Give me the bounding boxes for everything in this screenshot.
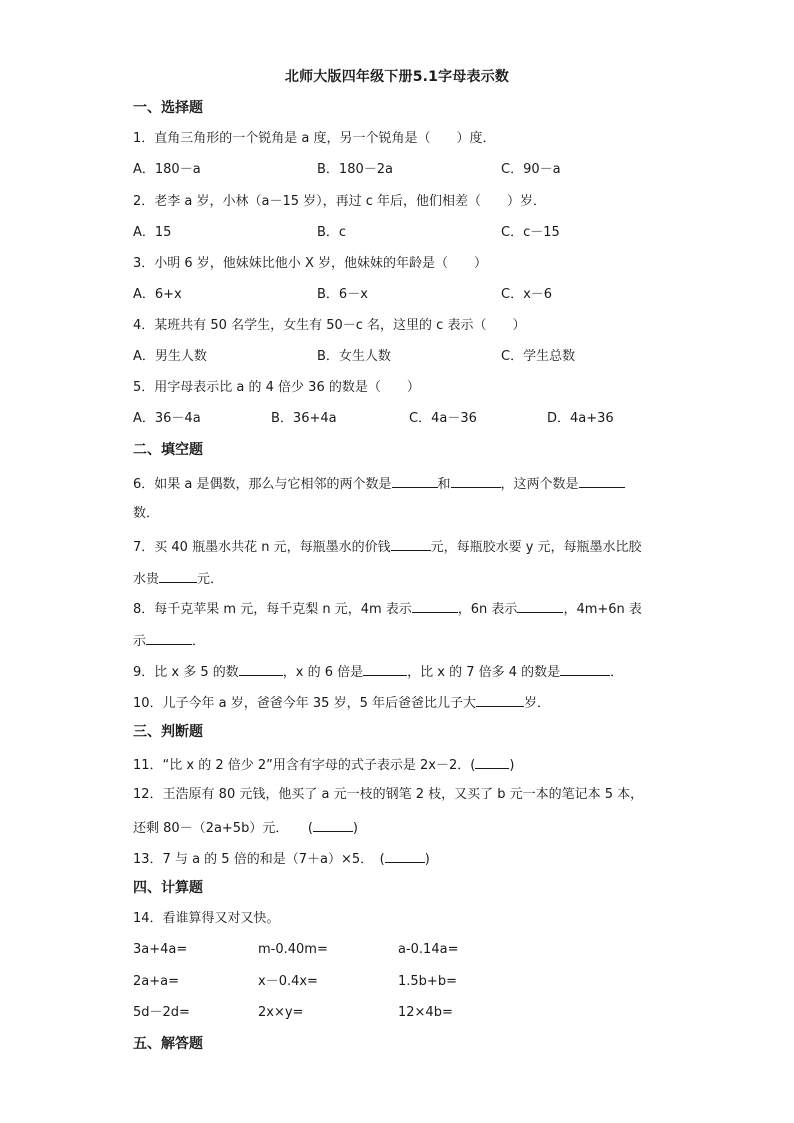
q3-option-a: A．6+x: [133, 287, 182, 302]
q6-continuation: 数．: [133, 506, 160, 521]
question-9: [133, 661, 623, 682]
q4-option-b: B．女生人数: [317, 349, 391, 364]
q13-text-1: 13．7 与 a 的 5 倍的和是（7＋a）×5． (: [133, 852, 385, 867]
calc-item: 3a+4a=: [133, 942, 188, 957]
q8-text-5: ．: [192, 634, 206, 649]
q13-blank: [385, 848, 425, 863]
q3-option-c: C．x－6: [501, 287, 553, 302]
q7-continuation: [133, 568, 223, 589]
q2-option-b: B．c: [317, 225, 347, 240]
question-14: 14．看谁算得又对又快。: [133, 911, 280, 926]
q8-blank-3: [146, 630, 192, 645]
question-11: [133, 754, 514, 775]
calc-item: m-0.40m=: [258, 942, 328, 957]
section-heading-solve: 五、解答题: [133, 1036, 203, 1052]
calc-item: 5d－2d=: [133, 1005, 190, 1020]
section-heading-judge: 三、判断题: [133, 724, 203, 740]
q9-text-2: ，x 的 6 倍是: [282, 665, 364, 680]
q10-text-1: 10．儿子今年 a 岁，爸爸今年 35 岁，5 年后爸爸比儿子大: [133, 696, 476, 711]
q5-option-d: D．4a+36: [547, 411, 614, 426]
q9-text-4: ．: [610, 665, 624, 680]
q11-text-2: ): [509, 758, 515, 773]
q7-text-1: 7．买 40 瓶墨水共花 n 元，每瓶墨水的价钱: [133, 540, 391, 555]
q1-option-b: B．180－2a: [317, 162, 393, 177]
q8-continuation: [133, 630, 205, 651]
q3-option-b: B．6－x: [317, 287, 368, 302]
q6-text-3: ，这两个数是: [500, 477, 579, 492]
q7-text-3: 水贵: [133, 572, 160, 587]
q8-text-4: 示: [133, 634, 147, 649]
question-1: 1．直角三角形的一个锐角是 a 度，另一个锐角是（ ）度．: [133, 131, 496, 146]
calc-item: x－0.4x=: [258, 974, 318, 989]
q9-text-3: ，比 x 的 7 倍多 4 的数是: [407, 665, 561, 680]
q11-blank: [475, 754, 509, 769]
q9-blank-1: [239, 661, 283, 676]
question-8: [133, 598, 642, 619]
q10-text-2: 岁．: [523, 696, 550, 711]
question-6: [133, 473, 625, 494]
q1-option-c: C．90－a: [501, 162, 561, 177]
q8-blank-2: [517, 598, 563, 613]
q11-text-1: 11．“比 x 的 2 倍少 2”用含有字母的式子表示是 2x－2．(: [133, 758, 476, 773]
section-heading-calc: 四、计算题: [133, 880, 203, 896]
q7-blank-2: [159, 568, 197, 583]
q6-blank-1: [392, 473, 438, 488]
q9-blank-3: [560, 661, 610, 676]
q7-text-4: 元．: [197, 572, 224, 587]
calc-item: 2a+a=: [133, 974, 179, 989]
question-10: [133, 692, 550, 713]
question-5: 5．用字母表示比 a 的 4 倍少 36 的数是（ ）: [133, 380, 420, 395]
question-3: 3．小明 6 岁，他妹妹比他小 X 岁，他妹妹的年龄是（ ）: [133, 256, 487, 271]
q8-text-3: ，4m+6n 表: [563, 602, 642, 617]
q10-blank-1: [476, 692, 524, 707]
question-7: [133, 536, 642, 557]
q12-continuation: [133, 817, 358, 838]
q4-option-a: A．男生人数: [133, 349, 207, 364]
calc-item: 1.5b+b=: [398, 974, 457, 989]
q4-option-c: C．学生总数: [501, 349, 576, 364]
section-heading-choice: 一、选择题: [133, 100, 203, 116]
calc-item: 2x×y=: [258, 1005, 304, 1020]
calc-item: 12×4b=: [398, 1005, 453, 1020]
q2-option-c: C．c－15: [501, 225, 560, 240]
section-heading-fill: 二、填空题: [133, 442, 203, 458]
q6-blank-3: [579, 473, 625, 488]
q7-text-2: 元，每瓶胶水要 y 元，每瓶墨水比胶: [430, 540, 642, 555]
question-2: 2．老李 a 岁，小林（a－15 岁），再过 c 年后，他们相差（ ）岁．: [133, 194, 547, 209]
question-4: 4．某班共有 50 名学生，女生有 50－c 名，这里的 c 表示（ ）: [133, 318, 526, 333]
q9-blank-2: [363, 661, 407, 676]
q2-option-a: A．15: [133, 225, 172, 240]
q8-text-1: 8．每千克苹果 m 元，每千克梨 n 元，4m 表示: [133, 602, 412, 617]
q12-text-3: ): [352, 821, 358, 836]
q12-text-2: 还剩 80－（2a+5b）元． (: [133, 821, 313, 836]
q12-blank: [313, 817, 353, 832]
question-13: [133, 848, 430, 869]
q5-option-a: A．36－4a: [133, 411, 201, 426]
q1-option-a: A．180－a: [133, 162, 201, 177]
q6-text-2: 和: [437, 477, 451, 492]
q6-blank-2: [451, 473, 501, 488]
q9-text-1: 9．比 x 多 5 的数: [133, 665, 239, 680]
q8-text-2: ，6n 表示: [457, 602, 518, 617]
question-12: 12．王浩原有 80 元钱，他买了 a 元一枝的钢笔 2 枝，又买了 b 元一本的笔记本 5 本，: [133, 787, 644, 802]
q6-text-1: 6．如果 a 是偶数，那么与它相邻的两个数是: [133, 477, 392, 492]
q5-option-c: C．4a－36: [409, 411, 477, 426]
q8-blank-1: [412, 598, 458, 613]
q13-text-2: ): [424, 852, 430, 867]
page-title: 北师大版四年级下册5.1字母表示数: [284, 69, 510, 85]
q7-blank-1: [391, 536, 431, 551]
calc-item: a-0.14a=: [398, 942, 459, 957]
q5-option-b: B．36+4a: [271, 411, 337, 426]
